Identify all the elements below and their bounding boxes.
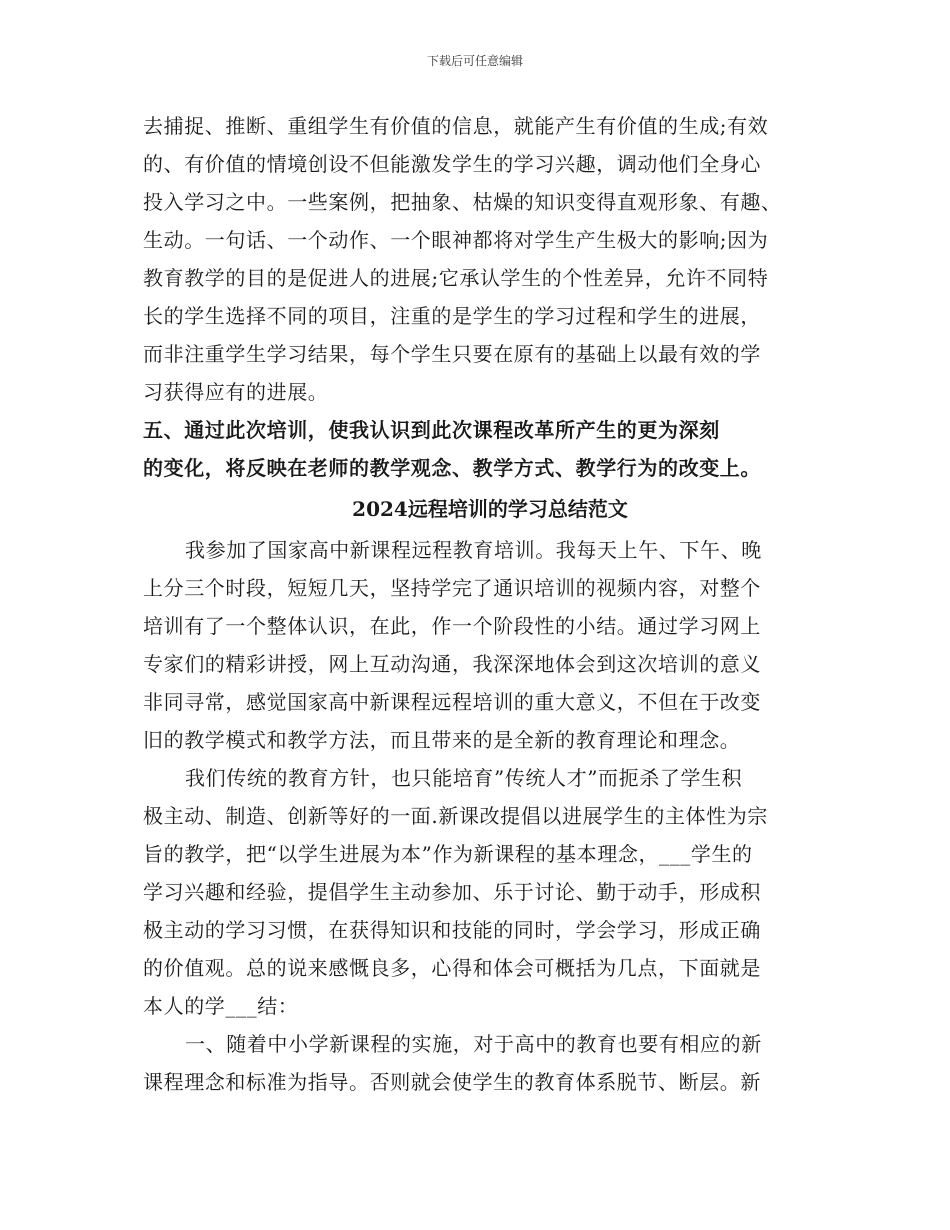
text-line: 我参加了国家高中新课程远程教育培训。我每天上午、下午、晚 — [185, 538, 762, 562]
text-line: 教育教学的目的是促进人的进展;它承认学生的个性差异，允许不同特 — [143, 266, 769, 290]
text-line: 的变化，将反映在老师的教学观念、教学方式、教学行为的改变上。 — [143, 456, 761, 480]
text-line: 本人的学___结： — [143, 994, 299, 1018]
text-line: 课程理念和标准为指导。否则就会使学生的教育体系脱节、断层。新 — [143, 1070, 761, 1094]
document-body — [143, 107, 823, 1101]
text-line: 培训有了一个整体认识，在此，作一个阶段性的小结。通过学习网上 — [143, 614, 761, 638]
text-line: 生动。一句话、一个动作、一个眼神都将对学生产生极大的影响;因为 — [143, 228, 769, 252]
text-line: 五、通过此次培训，使我认识到此次课程改革所产生的更为深刻 — [143, 418, 720, 442]
paragraph-continued — [143, 107, 823, 411]
text-line: 的价值观。总的说来感慨良多，心得和体会可概括为几点，下面就是 — [143, 956, 761, 980]
text-line: 旧的教学模式和教学方法，而且带来的是全新的教育理论和理念。 — [143, 728, 741, 752]
text-line: 上分三个时段，短短几天，坚持学完了通识培训的视频内容，对整个 — [143, 576, 761, 600]
text-line: 一、随着中小学新课程的实施，对于高中的教育也要有相应的新 — [185, 1032, 762, 1056]
article-paragraph-3 — [143, 1025, 823, 1101]
text-line: 旨的教学，把“以学生进展为本”作为新课程的基本理念，___学生的 — [143, 842, 753, 866]
article-paragraph-1 — [143, 531, 823, 759]
text-line: 我们传统的教育方针，也只能培育”传统人才”而扼杀了学生积 — [185, 766, 743, 790]
text-line: 习获得应有的进展。 — [143, 380, 329, 404]
text-line: 专家们的精彩讲授，网上互动沟通，我深深地体会到这次培训的意义 — [143, 652, 761, 676]
text-line: 而非注重学生学习结果，每个学生只要在原有的基础上以最有效的学 — [143, 342, 761, 366]
text-line: 极主动的学习习惯，在获得知识和技能的同时，学会学习，形成正确 — [143, 918, 761, 942]
text-line: 长的学生选择不同的项目，注重的是学生的学习过程和学生的进展， — [143, 304, 761, 328]
bold-paragraph-five — [143, 411, 823, 487]
article-title: 2024远程培训的学习总结范文 — [352, 497, 628, 521]
text-line: 非同寻常，感觉国家高中新课程远程培训的重大意义，不但在于改变 — [143, 690, 761, 714]
text-line: 学习兴趣和经验，提倡学生主动参加、乐于讨论、勤于动手，形成积 — [143, 880, 761, 904]
article-paragraph-2 — [143, 759, 823, 1025]
page-header: 下载后可任意编辑 — [426, 54, 523, 68]
text-line: 极主动、制造、创新等好的一面.新课改提倡以进展学生的主体性为宗 — [143, 804, 768, 828]
text-line: 去捕捉、推断、重组学生有价值的信息，就能产生有价值的生成;有效 — [143, 114, 769, 138]
text-line: 投入学习之中。一些案例，把抽象、枯燥的知识变得直观形象、有趣、 — [143, 190, 782, 214]
text-line: 的、有价值的情境创设不但能激发学生的学习兴趣，调动他们全身心 — [143, 152, 761, 176]
